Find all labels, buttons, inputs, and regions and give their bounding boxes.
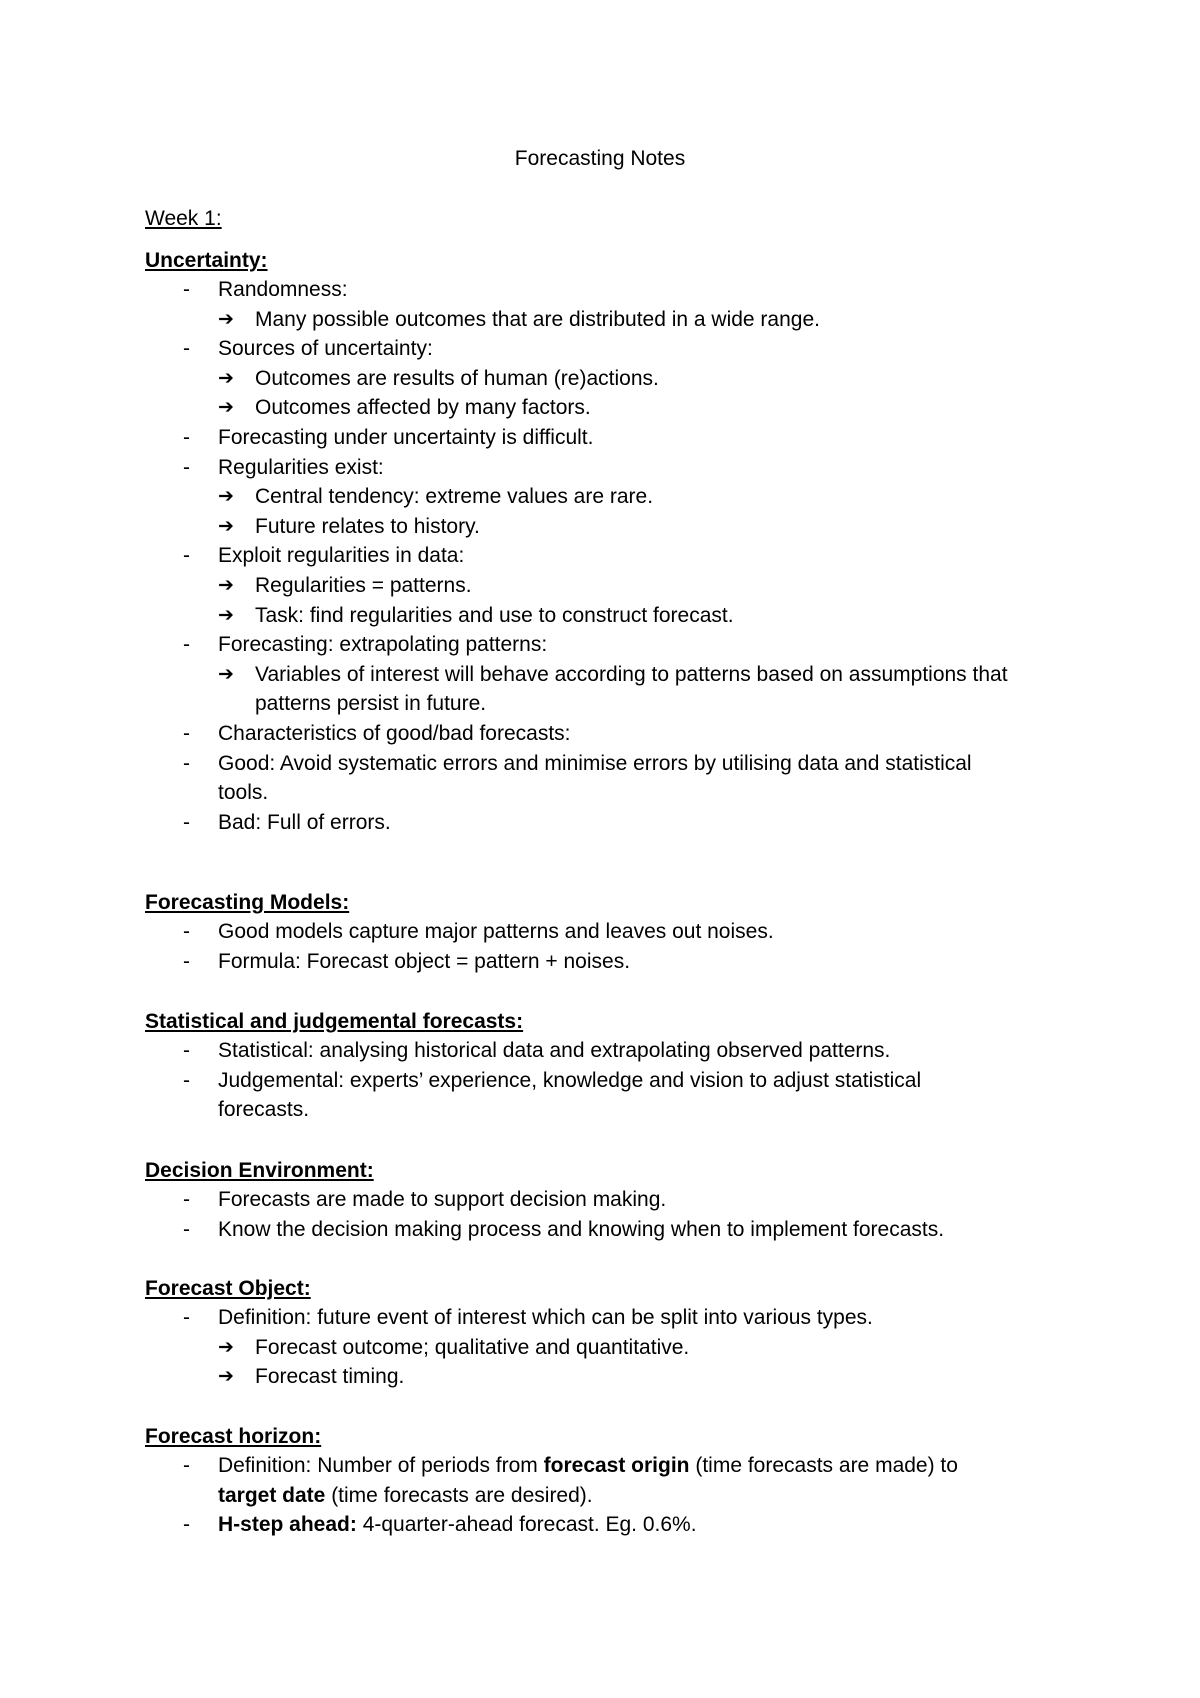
bullet-item-continuation: forecasts. [218,1098,310,1122]
section-statistical-judgemental [145,1007,1065,1125]
section-decision-environment [145,1156,1065,1244]
arrow-item: ➔ Outcomes are results of human (re)actions. [145,364,1065,394]
arrow-icon: ➔ [218,367,234,389]
bullet-item: - Definition: future event of interest which can be split into various types. [145,1303,1065,1333]
arrow-item: ➔ Task: find regularities and use to construct forecast. [145,601,1065,631]
section-heading: Forecast Object: [145,1277,311,1300]
section-heading: Decision Environment: [145,1159,374,1182]
arrow-item: ➔ Regularities = patterns. [145,571,1065,601]
arrow-icon: ➔ [218,397,234,419]
bullet-item: - Good: Avoid systematic errors and minimise errors by utilising data and statistical [145,749,1065,779]
dash-bullet: - [183,810,190,834]
arrow-item: ➔ Future relates to history. [145,512,1065,542]
arrow-icon: ➔ [218,574,234,596]
bullet-item: - Know the decision making process and knowing when to implement forecasts. [145,1215,1065,1245]
bullet-item: - Good models capture major patterns and leaves out noises. [145,917,1065,947]
dash-bullet: - [183,425,190,449]
arrow-icon: ➔ [218,1336,234,1358]
bullet-item: - Formula: Forecast object = pattern + noises. [145,947,1065,977]
bullet-item: - Bad: Full of errors. [145,808,1065,838]
bullet-item: - Regularities exist: [145,453,1065,483]
bullet-item: - Forecasts are made to support decision making. [145,1185,1065,1215]
arrow-icon: ➔ [218,604,234,626]
arrow-icon: ➔ [218,515,234,537]
section-heading: Uncertainty: [145,249,268,272]
week-label: Week 1: [145,207,222,230]
bullet-item: - Statistical: analysing historical data and extrapolating observed patterns. [145,1036,1065,1066]
bullet-item: - H-step ahead: 4-quarter-ahead forecast. Eg. 0.6%. [145,1510,1065,1540]
arrow-item: ➔ Outcomes affected by many factors. [145,393,1065,423]
bullet-item: - Exploit regularities in data: [145,541,1065,571]
arrow-item: ➔ Forecast timing. [145,1362,1065,1392]
arrow-item: ➔ Variables of interest will behave according to patterns based on assumptions that [145,660,1065,690]
bullet-item: - Definition: Number of periods from forecast origin (time forecasts are made) to [145,1451,1065,1481]
bullet-item: - Judgemental: experts’ experience, knowledge and vision to adjust statistical [145,1066,1065,1096]
dash-bullet: - [183,1039,190,1062]
dash-bullet: - [183,1188,190,1211]
arrow-icon: ➔ [218,663,234,685]
dash-bullet: - [183,721,190,745]
arrow-item: ➔ Many possible outcomes that are distributed in a wide range. [145,305,1065,335]
dash-bullet: - [183,337,190,361]
bullet-item: - Randomness: [145,275,1065,305]
dash-bullet: - [183,1513,190,1537]
bullet-item: - Sources of uncertainty: [145,334,1065,364]
section-uncertainty [145,246,1065,837]
bullet-item: - Characteristics of good/bad forecasts: [145,719,1065,749]
section-heading: Statistical and judgemental forecasts: [145,1010,524,1033]
dash-bullet: - [183,633,190,657]
bullet-item-continuation: tools. [218,781,269,805]
dash-bullet: - [183,920,190,943]
dash-bullet: - [183,1306,190,1329]
section-forecasting-models [145,888,1065,976]
dash-bullet: - [183,1217,190,1241]
dash-bullet: - [183,278,190,301]
dash-bullet: - [183,1454,190,1477]
arrow-icon: ➔ [218,308,234,330]
dash-bullet: - [183,751,190,775]
arrow-item: ➔ Central tendency: extreme values are rare. [145,482,1065,512]
page-title: Forecasting Notes [514,147,686,170]
section-forecast-object [145,1274,1065,1392]
bullet-item: - Forecasting: extrapolating patterns: [145,630,1065,660]
dash-bullet: - [183,1068,190,1092]
dash-bullet: - [183,544,190,568]
section-forecast-horizon [145,1422,1065,1540]
arrow-item-continuation: patterns persist in future. [255,692,487,716]
bullet-item-continuation: target date (time forecasts are desired). [218,1483,593,1507]
section-heading: Forecast horizon: [145,1425,322,1448]
arrow-icon: ➔ [218,486,234,508]
section-heading: Forecasting Models: [145,891,350,914]
bullet-item: - Forecasting under uncertainty is difficult. [145,423,1065,453]
arrow-icon: ➔ [218,1366,234,1388]
arrow-item: ➔ Forecast outcome; qualitative and quantitative. [145,1333,1065,1363]
dash-bullet: - [183,949,190,973]
dash-bullet: - [183,455,190,479]
